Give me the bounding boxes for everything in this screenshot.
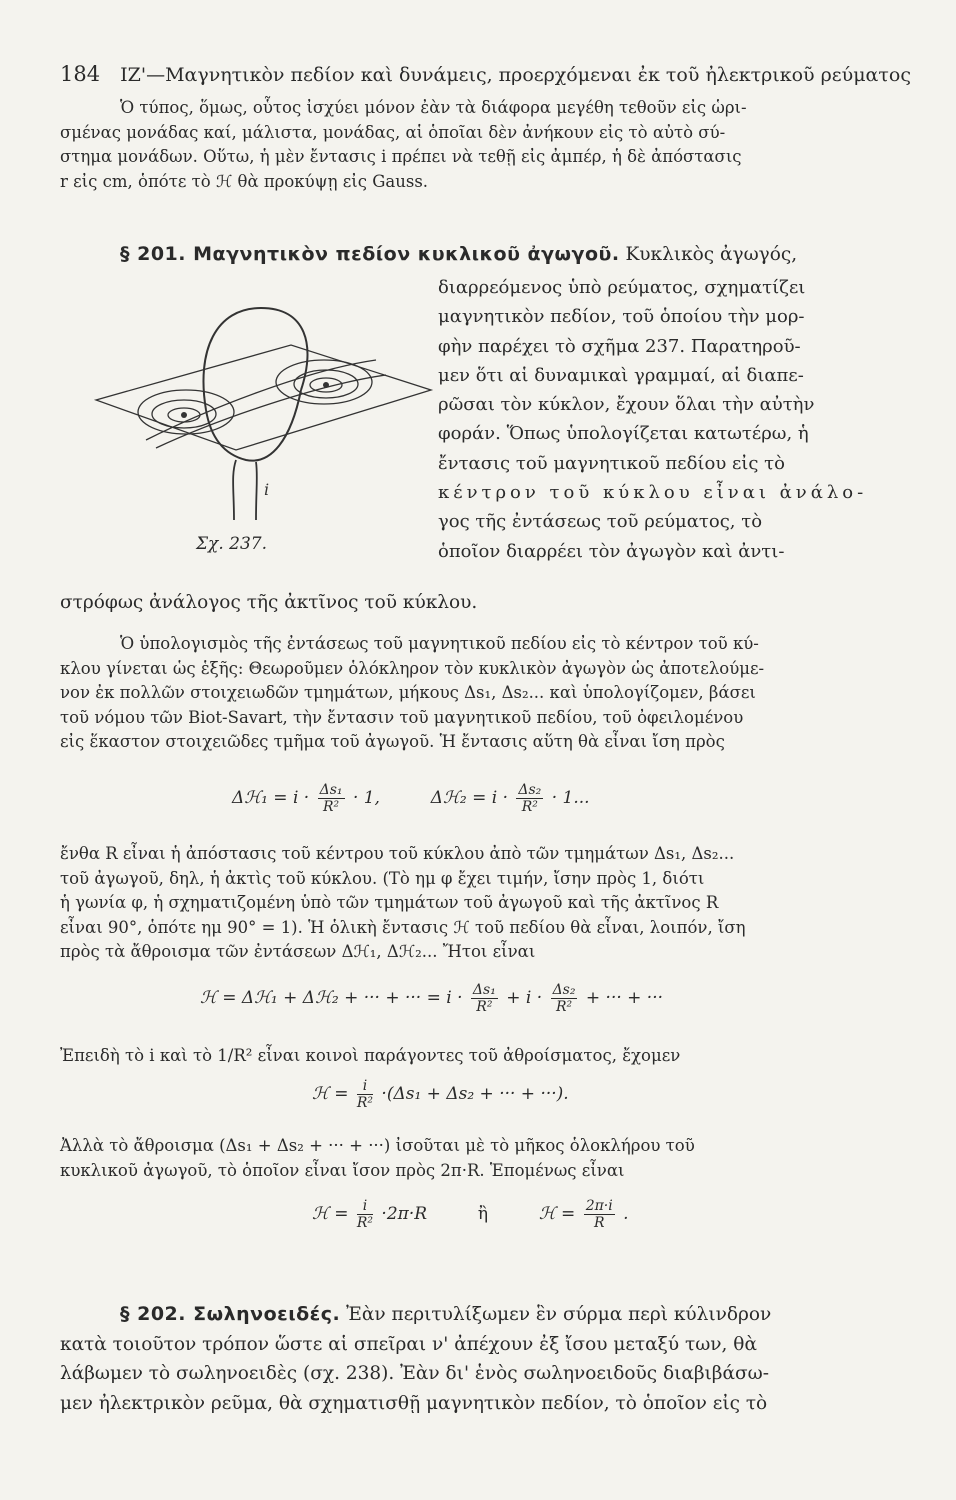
text-line: ἔντασις τοῦ μαγνητικοῦ πεδίου εἰς τὸ bbox=[438, 452, 785, 474]
eq1-lhs1: Δℋ₁ = i · bbox=[232, 788, 310, 808]
text-line: εἰς ἕκαστον στοιχειῶδες τμῆμα τοῦ ἀγωγοῦ. Ἡ ἔντασις αὕτη θὰ εἶναι ἴση πρὸς bbox=[60, 732, 725, 751]
text-line: Ὁ ὑπολογισμὸς τῆς ἐντάσεως τοῦ μαγνητικοῦ πεδίου εἰς τὸ κέντρον τοῦ κύ- bbox=[120, 634, 759, 653]
equation-1 bbox=[232, 782, 590, 815]
eq3-numerator: i bbox=[357, 1078, 373, 1095]
eq3-denominator: R² bbox=[356, 1095, 374, 1111]
text-line: r εἰς cm, ὁπότε τὸ ℋ θὰ προκύψῃ εἰς Gauss. bbox=[60, 171, 429, 191]
eq2-denominator1: R² bbox=[476, 999, 493, 1015]
eq4-fraction1 bbox=[357, 1198, 373, 1231]
text-line: φοράν. Ὅπως ὑπολογίζεται κατωτέρω, ἡ bbox=[438, 423, 809, 445]
text-line: πρὸς τὰ ἄθροισμα τῶν ἐντάσεων Δℋ₁, Δℋ₂... Ἤτοι εἶναι bbox=[60, 942, 536, 961]
text-line: φὴν παρέχει τὸ σχῆμα 237. Παρατηροῦ- bbox=[438, 335, 801, 357]
field-center-dot bbox=[181, 412, 187, 418]
plane-outline bbox=[96, 345, 431, 450]
eq4-tail: ·2π·R bbox=[381, 1204, 428, 1224]
section-201-last-line bbox=[60, 588, 866, 618]
text-line: κλου γίνεται ὡς ἑξῆς: Θεωροῦμεν ὁλόκληρον τὸν κυκλικὸν ἀγωγὸν ὡς ἀποτελούμε- bbox=[60, 658, 765, 678]
eq1-fraction2 bbox=[516, 782, 543, 815]
conductor-loop-lower bbox=[206, 390, 301, 461]
text-fragment: Ἐὰν περιτυλίξωμεν ἓν σύρμα περὶ κύλινδρον bbox=[346, 1304, 772, 1325]
eq1-fraction1 bbox=[318, 782, 345, 815]
equation-2 bbox=[200, 982, 663, 1015]
eq4-lhs2: ℋ = bbox=[538, 1204, 576, 1224]
eq1-numerator2: Δs₂ bbox=[518, 782, 542, 798]
eq2-numerator2: Δs₂ bbox=[552, 982, 576, 998]
eq4-numerator1: i bbox=[357, 1198, 373, 1215]
text-line: ἔνθα R εἶναι ἡ ἀπόστασις τοῦ κέντρου τοῦ κύκλου ἀπὸ τῶν τμημάτων Δs₁, Δs₂... bbox=[60, 844, 735, 863]
text-line: στημα μονάδων. Οὕτω, ἡ μὲν ἔντασις i πρέπει νὰ τεθῇ εἰς ἀμπέρ, ἡ δὲ ἀπόστασις bbox=[60, 147, 742, 166]
text-line: κατὰ τοιοῦτον τρόπον ὥστε αἱ σπεῖραι ν' ἀπέχουν ἐξ ἴσου μεταξύ των, θὰ bbox=[60, 1333, 757, 1355]
text-line: ρῶσαι τὸν κύκλον, ἔχουν ὅλαι τὴν αὐτὴν bbox=[438, 394, 815, 416]
section-202-first-line bbox=[60, 1300, 866, 1330]
field-line bbox=[156, 375, 386, 448]
text-line: τοῦ νόμου τῶν Biot-Savart, τὴν ἔντασιν τοῦ μαγνητικοῦ πεδίου, τοῦ ὀφειλομένου bbox=[60, 707, 744, 727]
lead-left bbox=[233, 460, 236, 520]
current-label: i bbox=[264, 480, 270, 499]
eq4-numerator2: 2π·i bbox=[585, 1198, 613, 1214]
section-201-intro: Κυκλικὸς ἀγωγός, bbox=[625, 244, 798, 265]
text-line: ὁποῖον διαρρέει τὸν ἀγωγὸν καὶ ἀντι- bbox=[438, 540, 785, 562]
text-line: μεν ὅτι αἱ δυναμικαὶ γραμμαί, αἱ διαπε- bbox=[438, 364, 804, 386]
eq3-lhs: ℋ = bbox=[312, 1084, 349, 1104]
eq2-lhs: ℋ = Δℋ₁ + Δℋ₂ + ··· + ··· = i · bbox=[200, 988, 463, 1008]
eq4-fraction2 bbox=[584, 1198, 615, 1231]
text-line: στρόφως ἀνάλογος τῆς ἀκτῖνος τοῦ κύκλου. bbox=[60, 592, 478, 613]
figure-caption: Σχ. 237. bbox=[196, 534, 267, 554]
text-line: γος τῆς ἐντάσεως τοῦ ρεύματος, τὸ bbox=[438, 511, 763, 533]
text-line: Ἐπειδὴ τὸ i καὶ τὸ 1/R² εἶναι κοινοὶ παράγοντες τοῦ ἀθροίσματος, ἔχομεν bbox=[60, 1046, 681, 1065]
eq2-numerator1: Δs₁ bbox=[472, 982, 496, 998]
section-201-heading: § 201. Μαγνητικὸν πεδίον κυκλικοῦ ἀγωγοῦ. bbox=[120, 243, 620, 265]
text-line: σμένας μονάδας καί, μάλιστα, μονάδας, αἱ ὁποῖαι δὲν ἀνήκουν εἰς τὸ αὐτὸ σύ- bbox=[60, 122, 726, 142]
section-201-wrapped-text bbox=[438, 273, 868, 566]
lead-right bbox=[256, 462, 257, 520]
text-line: ἡ γωνία φ, ἡ σχηματιζομένη ὑπὸ τῶν τμημάτων τοῦ ἀγωγοῦ καὶ τῆς ἀκτῖνος R bbox=[60, 893, 719, 912]
calc-paragraph bbox=[60, 632, 866, 755]
eq1-tail1: · 1, bbox=[352, 788, 380, 808]
text-line: Ὁ τύπος, ὅμως, οὗτος ἰσχύει μόνον ἐὰν τὰ διάφορα μεγέθη τεθοῦν εἰς ὡρι- bbox=[120, 98, 747, 117]
conductor-loop-upper bbox=[203, 308, 307, 410]
eq4-end: . bbox=[623, 1204, 629, 1224]
text-line: λάβωμεν τὸ σωληνοειδὲς (σχ. 238). Ἐὰν δι' ἑνὸς σωληνοειδοῦς διαβιβάσω- bbox=[60, 1363, 769, 1384]
eq3-fraction bbox=[357, 1078, 373, 1111]
running-header bbox=[60, 62, 911, 86]
eq1-denominator1: R² bbox=[322, 799, 340, 815]
circular-conductor-figure bbox=[86, 290, 436, 570]
eq3-tail: ·(Δs₁ + Δs₂ + ··· + ···). bbox=[381, 1084, 569, 1104]
eq1-denominator2: R² bbox=[521, 799, 538, 815]
explanation-paragraph bbox=[60, 842, 866, 965]
eq4-denominator1: R² bbox=[356, 1215, 374, 1231]
text-line: κυκλικοῦ ἀγωγοῦ, τὸ ὁποῖον εἶναι ἴσον πρὸς 2π·R. Ἑπομένως εἶναι bbox=[60, 1160, 625, 1180]
equation-3 bbox=[312, 1078, 569, 1111]
eq2-denominator2: R² bbox=[555, 999, 573, 1015]
equation-4 bbox=[312, 1198, 629, 1231]
eq2-mid: + i · bbox=[506, 988, 543, 1008]
eq1-tail2: · 1... bbox=[551, 788, 590, 808]
section-201-first-line bbox=[120, 240, 880, 270]
text-line: τοῦ ἀγωγοῦ, δηλ, ἡ ἀκτὶς τοῦ κύκλου. (Τὸ ημ φ ἔχει τιμήν, ἴσην πρὸς 1, διότι bbox=[60, 868, 705, 888]
eq2-fraction2 bbox=[551, 982, 578, 1015]
text-line: μαγνητικὸν πεδίον, τοῦ ὁποίου τὴν μορ- bbox=[438, 306, 805, 328]
intro-paragraph bbox=[60, 96, 866, 194]
text-line: μεν ἠλεκτρικὸν ρεῦμα, θὰ σχηματισθῇ μαγνητικὸν πεδίον, τὸ ὁποῖον εἰς τὸ bbox=[60, 1392, 768, 1414]
running-title: ΙΖ'—Μαγνητικὸν πεδίον καὶ δυνάμεις, προερχόμεναι ἐκ τοῦ ἠλεκτρικοῦ ρεύματος bbox=[120, 64, 911, 86]
text-line: εἶναι 90°, ὁπότε ημ 90° = 1). Ἡ ὁλικὴ ἔντασις ℋ τοῦ πεδίου θὰ εἶναι, λοιπόν, ἴση bbox=[60, 917, 746, 937]
field-center-dot bbox=[323, 382, 329, 388]
eq1-lhs2: Δℋ₂ = i · bbox=[430, 788, 508, 808]
section-202-heading: § 202. Σωληνοειδές. bbox=[120, 1303, 341, 1325]
eq2-fraction1 bbox=[471, 982, 498, 1015]
text-line: κέντρον τοῦ κύκλου εἶναι ἀνάλο- bbox=[438, 482, 868, 504]
text-line: διαρρεόμενος ὑπὸ ρεύματος, σχηματίζει bbox=[438, 277, 806, 298]
eq4-denominator2: R bbox=[593, 1215, 605, 1231]
factor-paragraph bbox=[60, 1044, 866, 1069]
text-line: Ἀλλὰ τὸ ἄθροισμα (Δs₁ + Δs₂ + ··· + ···) ἰσοῦται μὲ τὸ μῆκος ὁλοκλήρου τοῦ bbox=[60, 1136, 695, 1155]
eq4-lhs: ℋ = bbox=[312, 1204, 349, 1224]
text-line: νον ἐκ πολλῶν στοιχειωδῶν τμημάτων, μήκους Δs₁, Δs₂... καὶ ὑπολογίζομεν, βάσει bbox=[60, 683, 756, 702]
page-number: 184 bbox=[60, 62, 101, 86]
eq4-or: ἢ bbox=[477, 1204, 489, 1224]
sum-paragraph bbox=[60, 1134, 866, 1183]
section-202-paragraph bbox=[60, 1300, 866, 1418]
eq2-tail: + ··· + ··· bbox=[585, 988, 664, 1008]
eq1-numerator1: Δs₁ bbox=[319, 782, 343, 798]
